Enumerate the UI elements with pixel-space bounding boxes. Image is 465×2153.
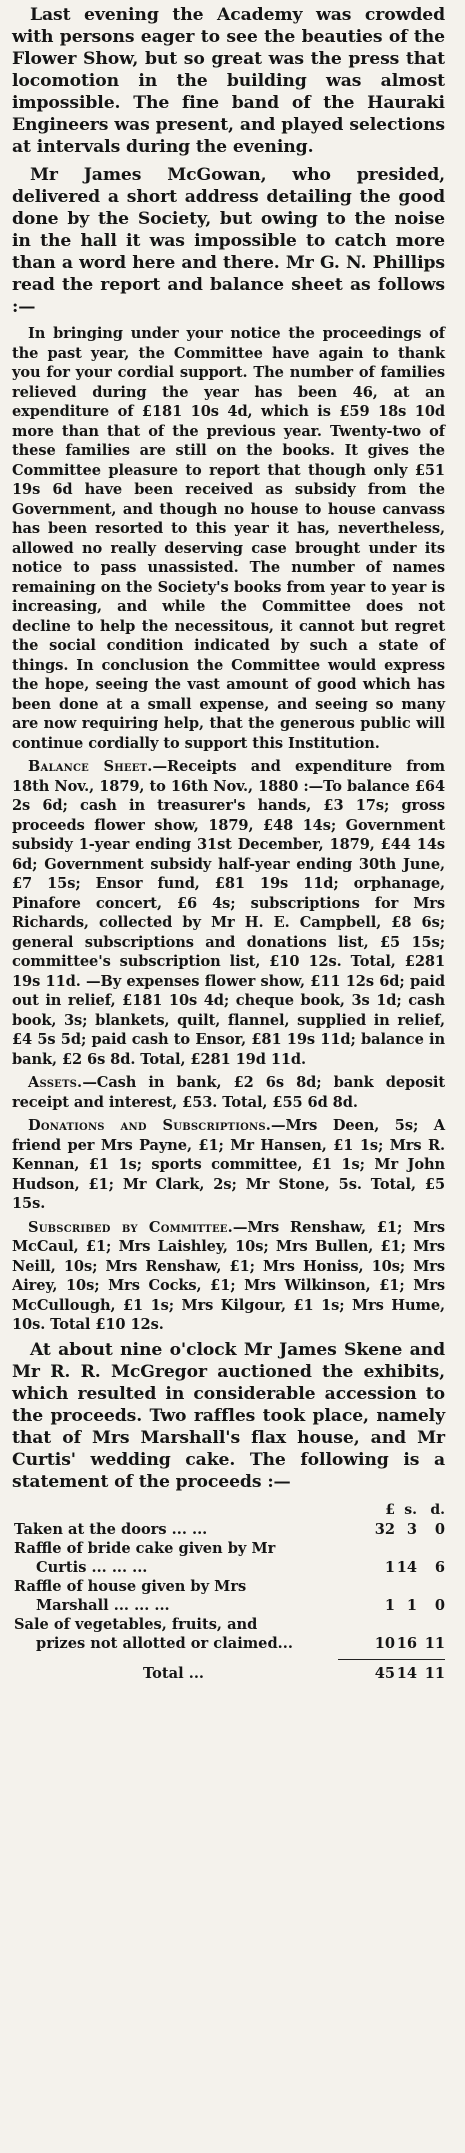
paragraph-presided: Mr James McGowan, who presided, delivered a short address detailing the good done by the Society, but owing to the noise in the hall it was impossible to catch more than a word here and there. Mr G. N. Phillips read the report and balance sheet as follows :— (12, 165, 445, 317)
ledger-item-label-continued: prizes not allotted or claimed... (36, 1634, 293, 1652)
ledger-row-continued (12, 1558, 445, 1577)
total-shillings: 14 (396, 1664, 417, 1682)
ledger-item-label: Sale of vegetables, fruits, and (14, 1615, 258, 1633)
ledger-item-label: Taken at the doors ... ... (14, 1520, 208, 1538)
donations-heading: Donations and Subscriptions. (28, 1117, 272, 1134)
balance-sheet-text: —Receipts and expenditure from 18th Nov., 1879, to 16th Nov., 1880 :—To balance £64 2s 6d; cash in treasurer's hands, £3 17s; gross proceeds flower show, 1879, £48 14s; Government subsidy 1-year ending 31st December, 1879, £44 14s 6d; Government subsidy half-year ending 30th June, £7 15s; Ensor fund, £81 19s 11d; orphanage, Pinafore concert, £6 4s; subscriptions for Mrs Richards, collected by Mr H. E. Campbell, £8 6s; general subscriptions and donations list, £5 15s; committee's subscription list, £10 12s. Total, £281 19s 11d. —By expenses flower show, £11 12s 6d; paid out in relief, £181 10s 4d; cheque book, 3s 1d; cash book, 3s; blankets, quilt, flannel, supplied in relief, £4 5s 5d; paid cash to Ensor, £81 19s 11d; balance in bank, £2 6s 8d. Total, £281 19d 11d. (12, 758, 445, 1068)
donations-text: —Mrs Deen, 5s; A friend per Mrs Payne, £1; Mr Hansen, £1 1s; Mrs R. Kennan, £1 1s; sports committee, £1 1s; Mr John Hudson, £1; Mr Clark, 2s; Mr Stone, 5s. Total, £5 15s. (12, 1117, 445, 1212)
ledger-pence: 0 (434, 1520, 445, 1538)
total-pounds: 45 (374, 1664, 395, 1682)
ledger-item-label: Raffle of bride cake given by Mr (14, 1539, 276, 1557)
ledger-pence: 6 (434, 1558, 445, 1576)
ledger-item-label-continued: Marshall ... ... ... (36, 1596, 170, 1614)
ledger-row (12, 1520, 445, 1539)
paragraph-assets (12, 1073, 445, 1112)
assets-heading: Assets. (28, 1074, 83, 1091)
proceeds-ledger (12, 1501, 445, 1683)
ledger-row (12, 1539, 445, 1558)
shillings-header: s. (404, 1501, 417, 1518)
total-rule (338, 1659, 445, 1660)
total-pence: 11 (424, 1664, 445, 1682)
subscribed-text: —Mrs Renshaw, £1; Mrs McCaul, £1; Mrs Laishley, 10s; Mrs Bullen, £1; Mrs Neill, 10s; Mrs Renshaw, £1; Mrs Honiss, 10s; Mrs Airey, 10s; Mrs Cocks, £1; Mrs Wilkinson, £1; Mrs McCullough, £1 1s; Mrs Kilgour, £1 1s; Mrs Hume, 10s. Total £10 12s. (12, 1218, 445, 1333)
ledger-item-label: Raffle of house given by Mrs (14, 1577, 247, 1595)
ledger-row (12, 1615, 445, 1634)
pounds-header: £ (385, 1501, 395, 1518)
ledger-shillings: 3 (406, 1520, 417, 1538)
ledger-row (12, 1577, 445, 1596)
ledger-shillings: 14 (396, 1558, 417, 1576)
ledger-shillings: 1 (406, 1596, 417, 1614)
ledger-row-continued (12, 1596, 445, 1615)
ledger-pounds: 32 (374, 1520, 395, 1538)
ledger-shillings: 16 (396, 1634, 417, 1652)
ledger-item-label-continued: Curtis ... ... ... (36, 1558, 148, 1576)
paragraph-report: In bringing under your notice the proceedings of the past year, the Committee have again to thank you for your cordial support. The number of families relieved during the year has been 46, at an expenditure of £181 10s 4d, which is £59 18s 10d more than that of the previous year. Twenty-two of these families are still on the books. It gives the Committee pleasure to report that though only £51 19s 6d have been received as subsidy from the Government, and though no house to house canvass has been resorted to this year it has, nevertheless, allowed no really deserving case brought under its notice to pass unassisted. The number of names remaining on the Society's books from year to year is increasing, and while the Committee does not decline to help the necessitous, it cannot but regret the social condition indicated by such a state of things. In conclusion the Committee would express the hope, seeing the vast amount of good which has been done at a small expense, and seeing so many are now requiring help, that the generous public will continue cordially to support this Institution. (12, 325, 445, 752)
paragraph-auction: At about nine o'clock Mr James Skene and Mr R. R. McGregor auctioned the exhibits, which resulted in considerable accession to the proceeds. Two raffles took place, namely that of Mrs Marshall's flax house, and Mr Curtis' wedding cake. The following is a statement of the proceeds :— (12, 1339, 445, 1492)
paragraph-subscribed (12, 1218, 445, 1335)
assets-text: —Cash in bank, £2 6s 8d; bank deposit receipt and interest, £53. Total, £55 6d 8d. (12, 1074, 445, 1111)
ledger-header (12, 1501, 445, 1520)
ledger-pence: 11 (424, 1634, 445, 1652)
subscribed-heading: Subscribed by Committee. (28, 1218, 233, 1236)
ledger-pence: 0 (434, 1596, 445, 1614)
balance-sheet-heading: Balance Sheet. (28, 758, 153, 775)
paragraph-academy: Last evening the Academy was crowded with persons eager to see the beauties of the Flower Show, but so great was the press that locomotion in the building was almost impossible. The fine band of the Hauraki Engineers was present, and played selections at intervals during the evening. (12, 5, 445, 157)
pence-header: d. (430, 1501, 445, 1518)
ledger-pounds: 10 (374, 1634, 395, 1652)
ledger-total-row (12, 1664, 445, 1683)
paragraph-donations (12, 1116, 445, 1214)
ledger-pounds: 1 (384, 1558, 395, 1576)
paragraph-balance-sheet (12, 757, 445, 1069)
ledger-row-continued (12, 1634, 445, 1653)
ledger-pounds: 1 (384, 1596, 395, 1614)
ledger-total-label: Total ... (143, 1664, 204, 1682)
